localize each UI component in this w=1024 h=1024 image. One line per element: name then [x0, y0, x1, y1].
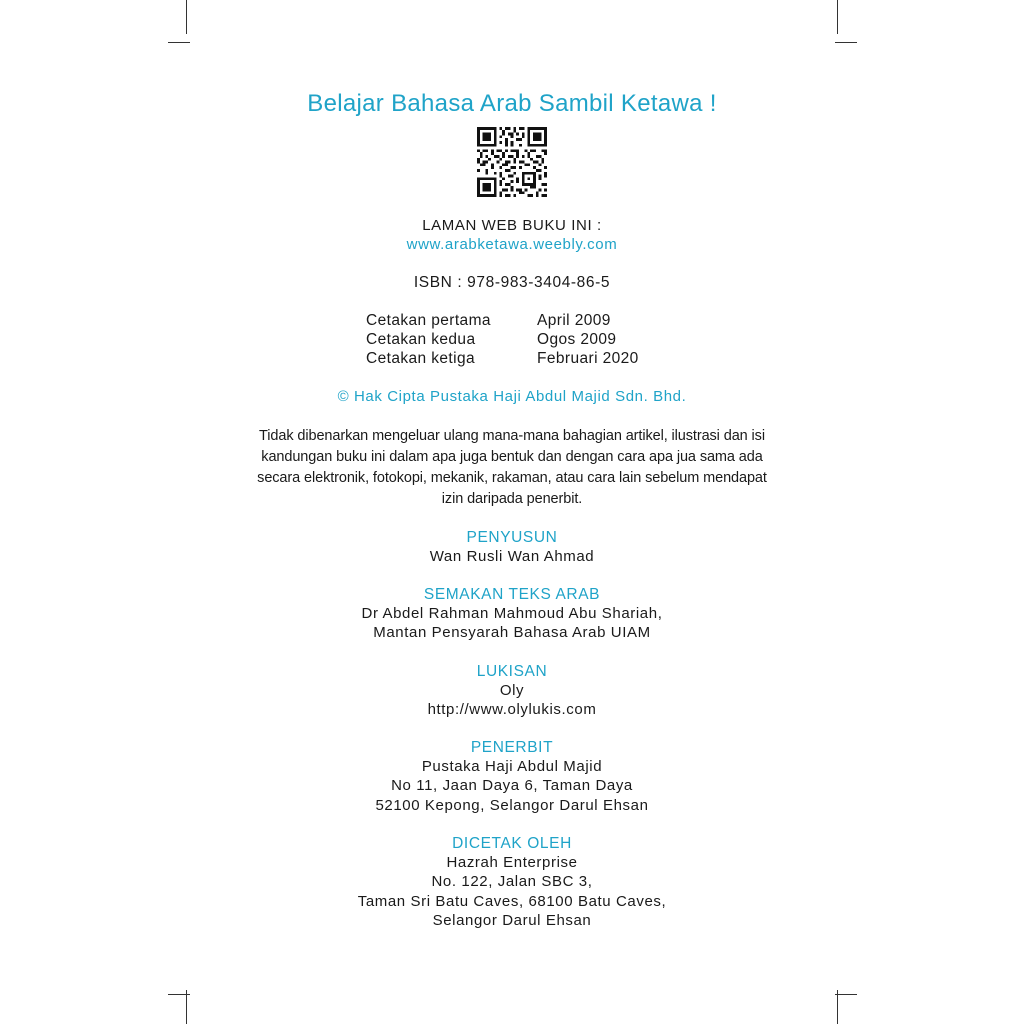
credit-printer [0, 834, 1024, 930]
credit-line: Oly [499, 682, 525, 700]
printing-date: April 2009 [537, 312, 611, 329]
crop-mark [837, 0, 838, 34]
crop-mark [837, 990, 838, 1024]
credit-publisher [0, 738, 1024, 815]
crop-mark [168, 42, 190, 43]
credit-illustration [0, 662, 1024, 720]
credit-line: Dr Abdel Rahman Mahmoud Abu Shariah, [361, 605, 663, 623]
credit-heading: DICETAK OLEH [452, 835, 572, 852]
printing-date: Ogos 2009 [537, 331, 617, 348]
book-title: Belajar Bahasa Arab Sambil Ketawa ! [307, 90, 717, 117]
printing-row [366, 330, 639, 349]
printing-edition: Cetakan kedua [366, 331, 476, 348]
isbn-number: ISBN : 978-983-3404-86-5 [413, 274, 611, 291]
crop-mark [186, 0, 187, 34]
printing-history [366, 311, 639, 368]
credit-line: Pustaka Haji Abdul Majid [421, 758, 603, 776]
credit-heading: LUKISAN [476, 663, 548, 680]
printing-edition: Cetakan ketiga [366, 350, 475, 367]
legal-notice: Tidak dibenarkan mengeluar ulang mana-mana bahagian artikel, ilustrasi dan isi kandungan buku ini dalam apa juga bentuk dan dengan cara apa jua sama ada secara elektronik, fotokopi, mekanik, rakaman, atau cara lain sebelum mendapat izin daripada penerbit. [257, 428, 767, 507]
credit-line: Taman Sri Batu Caves, 68100 Batu Caves, [357, 892, 667, 910]
credit-line: Wan Rusli Wan Ahmad [429, 548, 595, 566]
printing-row [366, 349, 639, 368]
printing-edition: Cetakan pertama [366, 312, 491, 329]
crop-mark [835, 42, 857, 43]
printing-row [366, 311, 639, 330]
website-label: LAMAN WEB BUKU INI : [422, 217, 602, 234]
credit-line: 52100 Kepong, Selangor Darul Ehsan [375, 796, 649, 814]
copyright-notice: © Hak Cipta Pustaka Haji Abdul Majid Sdn. Bhd. [337, 388, 687, 405]
credit-line: Mantan Pensyarah Bahasa Arab UIAM [373, 624, 651, 642]
printing-date: Februari 2020 [537, 350, 639, 367]
illustrator-link[interactable]: http://www.olylukis.com [427, 701, 597, 719]
credit-heading: SEMAKAN TEKS ARAB [423, 586, 601, 603]
credit-heading: PENYUSUN [466, 529, 558, 546]
credit-line: Selangor Darul Ehsan [432, 911, 592, 929]
crop-mark [186, 990, 187, 1024]
qr-code-icon [477, 126, 547, 198]
credit-heading: PENERBIT [470, 739, 554, 756]
crop-mark [835, 994, 857, 995]
credit-line: No. 122, Jalan SBC 3, [431, 873, 593, 891]
crop-mark [168, 994, 190, 995]
credit-compiler [0, 528, 1024, 566]
credit-line: Hazrah Enterprise [446, 854, 578, 872]
credit-arabic-review [0, 585, 1024, 643]
credit-line: No 11, Jaan Daya 6, Taman Daya [391, 777, 633, 795]
website-link[interactable]: www.arabketawa.weebly.com [406, 236, 618, 253]
